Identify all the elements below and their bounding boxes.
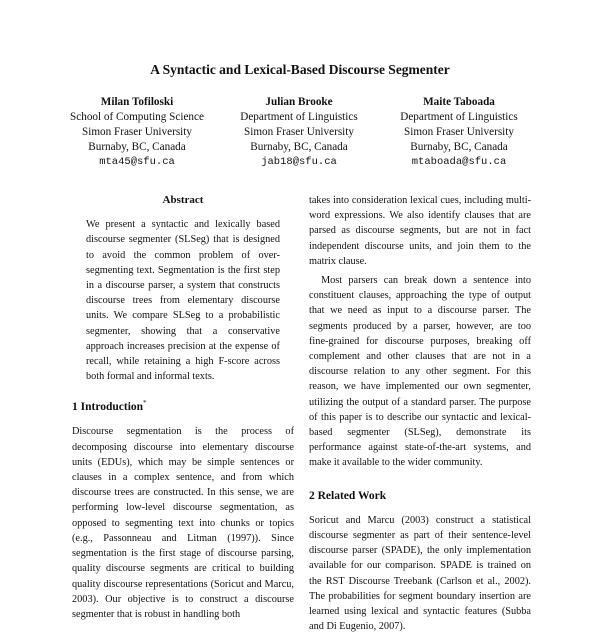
author-name: Julian Brooke	[265, 96, 333, 108]
related-paragraph-1: Soricut and Marcu (2003) construct a statistical discourse segmenter as part of their sentence-level discourse parser (SPADE), the only implementation available for our comparison. SPADE is trained on the RST Discourse Treebank (Carlson et al., 2002). The probabilities for segment boundary insertion are learned using lexical and syntactic features (Subba and Di Eugenio, 2007).	[309, 514, 531, 633]
paper-title: A Syntactic and Lexical-Based Discourse Segmenter	[150, 62, 450, 77]
author-email: mta45@sfu.ca	[99, 156, 175, 168]
author-location: Burnaby, BC, Canada	[88, 141, 186, 153]
author-dept: Department of Linguistics	[240, 111, 358, 123]
author-email: mtaboada@sfu.ca	[411, 156, 507, 168]
author-dept: School of Computing Science	[70, 111, 204, 123]
intro-paragraph-2: Most parsers can break down a sentence into constituent clauses, approaching the type of output that we need as input to a discourse parser. The segments produced by a parser, however, are too fine-grained for discourse purposes, breaking off complement and other clauses that are not in a discourse relation to any other segment. For this reason, we have implemented our own segmenter, utilizing the output of a standard parser. The purpose of this paper is to describe our syntactic and lexical-based segmenter (SLSeg), demonstrate its performance against state-of-the-art systems, and make it available to the wider community.	[309, 275, 531, 469]
intro-heading	[72, 396, 294, 415]
author-location: Burnaby, BC, Canada	[410, 141, 508, 153]
author-univ: Simon Fraser University	[243, 126, 354, 138]
author-dept: Department of Linguistics	[400, 111, 518, 123]
author-1	[62, 95, 212, 170]
abstract-heading: Abstract	[162, 194, 204, 206]
author-univ: Simon Fraser University	[81, 126, 192, 138]
author-2	[224, 95, 374, 170]
author-email: jab18@sfu.ca	[261, 156, 337, 168]
author-3	[384, 95, 534, 170]
author-name: Maite Taboada	[423, 96, 495, 108]
related-heading: 2 Related Work	[309, 489, 387, 502]
intro-heading-text: 1 Introduction	[72, 401, 144, 414]
footnote-mark: *	[143, 399, 147, 408]
left-column	[72, 193, 294, 622]
right-column	[309, 193, 531, 634]
abstract-text: We present a syntactic and lexically based discourse segmenter (SLSeg) that is designed to avoid the common problem of over-segmenting text. Segmentation is the first step in a discourse parser, a system that constructs discourse trees from elementary discourse units. We compare SLSeg to a probabilistic segmenter, showing that a conservative approach increases precision at the expense of recall, while retaining a high F-score across both formal and informal texts.	[86, 219, 280, 383]
intro-paragraph-1: Discourse segmentation is the process of decomposing discourse into elementary discourse units (EDUs), which may be simple sentences or clauses in a complex sentence, and from which discourse trees are constructed. In this sense, we are performing low-level discourse segmentation, as opposed to segmenting text into chunks or topics (e.g., Passonneau and Litman (1997)). Since segmentation is the first stage of discourse parsing, quality discourse segments are critical to building quality discourse representations (Soricut and Marcu, 2003). Our objective is to construct a discourse segmenter that is robust in handling both	[72, 426, 294, 620]
author-location: Burnaby, BC, Canada	[250, 141, 348, 153]
author-name: Milan Tofiloski	[100, 96, 174, 108]
intro-paragraph-1-cont: takes into consideration lexical cues, including multi-word expressions. We also identify clauses that are parsed as discourse segments, but are not in fact independent discourse units, and join them to the matrix clause.	[309, 195, 531, 267]
author-univ: Simon Fraser University	[403, 126, 514, 138]
